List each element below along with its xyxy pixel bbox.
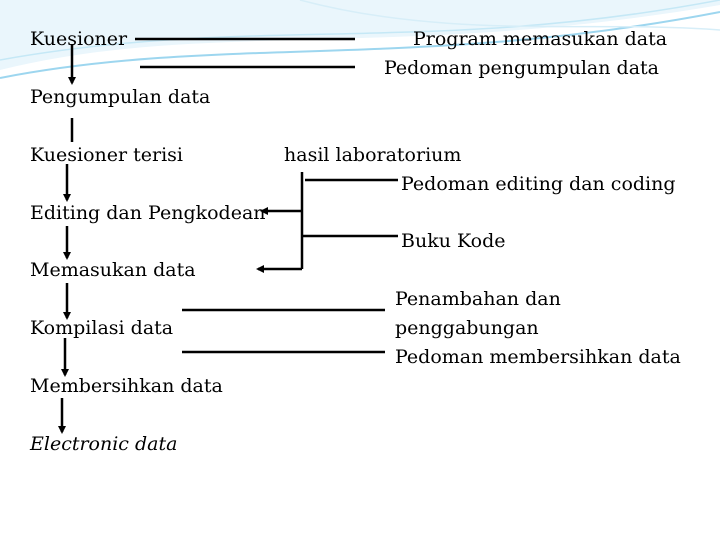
input-program-memasukan: Program memasukan data — [413, 28, 668, 50]
input-buku-kode: Buku Kode — [401, 230, 506, 252]
step-memasukan-data: Memasukan data — [30, 259, 196, 281]
input-penambahan: Penambahan dan — [395, 288, 561, 310]
step-editing-pengkodean: Editing dan Pengkodean — [30, 202, 266, 224]
step-kuesioner-terisi: Kuesioner terisi — [30, 144, 183, 166]
input-pedoman-membersihkan: Pedoman membersihkan data — [395, 346, 681, 368]
input-pedoman-pengumpulan: Pedoman pengumpulan data — [384, 57, 659, 79]
input-hasil-laboratorium: hasil laboratorium — [284, 144, 462, 166]
step-kuesioner: Kuesioner — [30, 28, 128, 50]
step-electronic-data: Electronic data — [30, 433, 178, 455]
step-pengumpulan-data: Pengumpulan data — [30, 86, 211, 108]
input-penggabungan: penggabungan — [395, 317, 539, 339]
input-pedoman-editing: Pedoman editing dan coding — [401, 173, 676, 195]
step-membersihkan-data: Membersihkan data — [30, 375, 223, 397]
step-kompilasi-data: Kompilasi data — [30, 317, 174, 339]
